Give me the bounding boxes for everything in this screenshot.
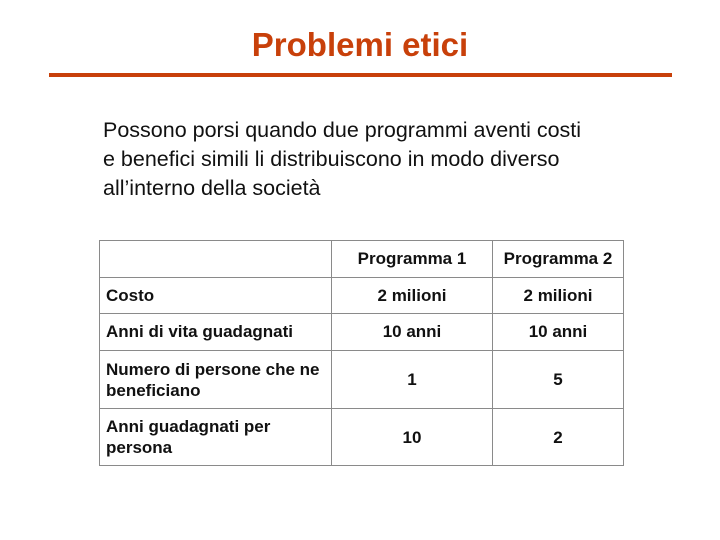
table-cell: 2 (493, 409, 624, 466)
table-row (100, 314, 624, 351)
row-label: Anni di vita guadagnati (100, 314, 332, 351)
body-line: Possono porsi quando due programmi aventi costi (103, 118, 582, 142)
table-cell: 10 anni (493, 314, 624, 351)
comparison-table (99, 240, 624, 466)
table-cell: 2 milioni (493, 278, 624, 314)
table-row (100, 409, 624, 466)
header-cell-programma-1: Programma 1 (332, 241, 493, 278)
header-cell-empty (100, 241, 332, 278)
slide-title: Problemi etici (251, 26, 469, 63)
table-header-row (100, 241, 624, 278)
table-cell: 10 anni (332, 314, 493, 351)
row-label: Numero di persone che ne beneficiano (100, 351, 332, 409)
row-label: Costo (100, 278, 332, 314)
table-cell: 1 (332, 351, 493, 409)
table-cell: 2 milioni (332, 278, 493, 314)
table-row (100, 351, 624, 409)
table-row (100, 278, 624, 314)
row-label: Anni guadagnati per persona (100, 409, 332, 466)
table-cell: 5 (493, 351, 624, 409)
body-line: all’interno della società (103, 176, 321, 200)
table-cell: 10 (332, 409, 493, 466)
header-cell-programma-2: Programma 2 (493, 241, 624, 278)
title-divider (49, 73, 672, 77)
body-text (103, 116, 683, 203)
body-line: e benefici simili li distribuiscono in modo diverso (103, 147, 560, 171)
